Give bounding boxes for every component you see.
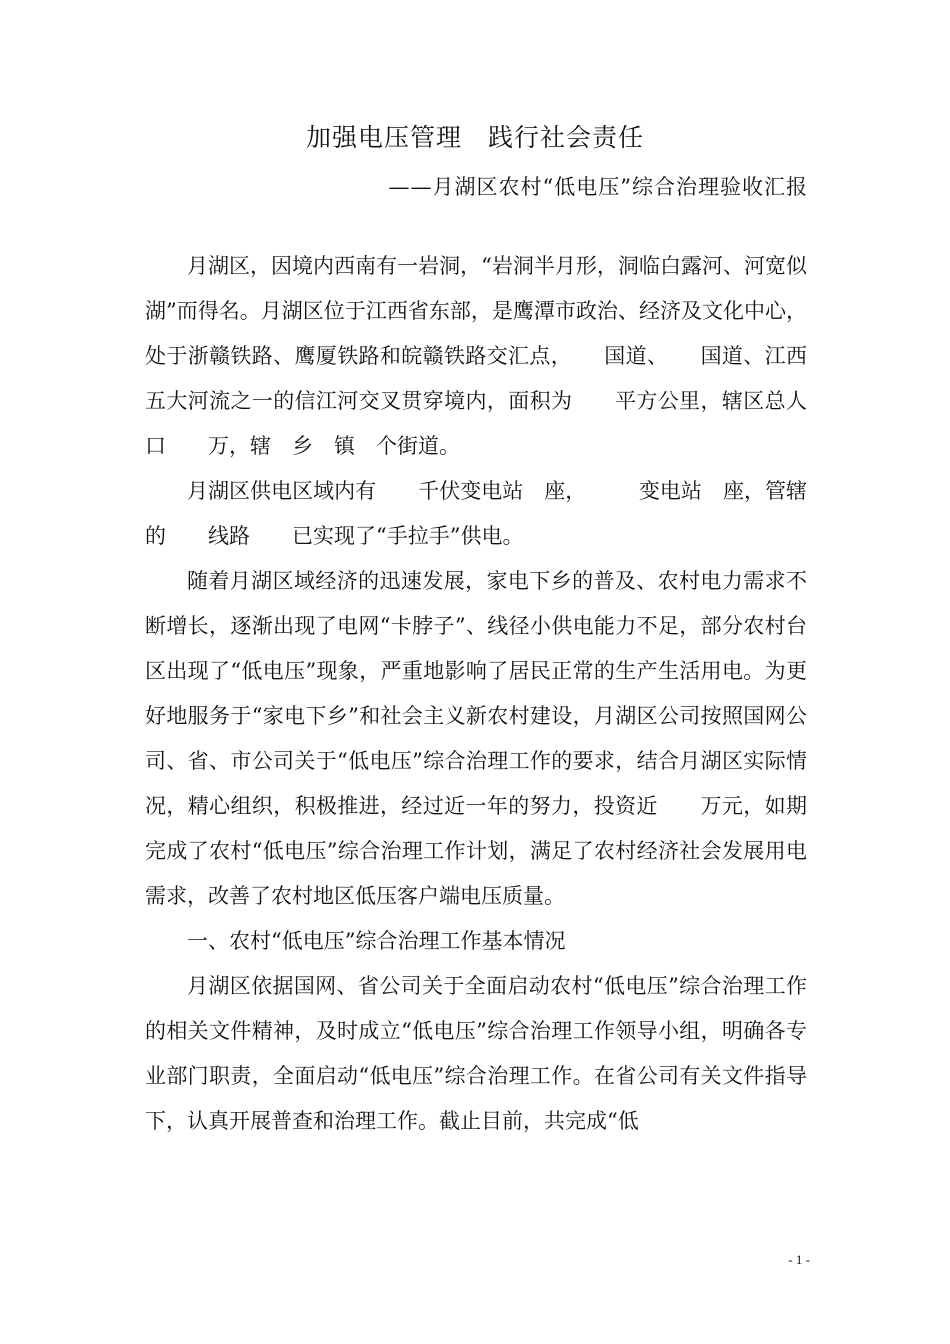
paragraph-section-1: 月湖区依据国网、省公司关于全面启动农村“低电压”综合治理工作的相关文件精神，及时成立“低电压”综合治理工作领导小组，明确各专业部门职责，全面启动“低电压”综合治理工作。在省公司有关文件指导下，认真开展普查和治理工作。截止目前，共完成“低 xyxy=(145,974,807,1133)
page-number: - 1 - xyxy=(788,1252,810,1267)
paragraph-background: 随着月湖区域经济的迅速发展，家电下乡的普及、农村电力需求不断增长，逐渐出现了电网“卡脖子”、线径小供电能力不足，部分农村台区出现了“低电压”现象，严重地影响了居民正常的生产生活用电。为更好地服务于“家电下乡”和社会主义新农村建设，月湖区公司按照国网公司、省、市公司关于“低电压”综合治理工作的要求，结合月湖区实际情况，精心组织，积极推进，经过近一年的努力，投资近 万元，如期完成了农村“低电压”综合治理工作计划，满足了农村经济社会发展用电需求，改善了农村地区低压客户端电压质量。 xyxy=(145,569,807,908)
paragraph-grid: 月湖区供电区域内有 千伏变电站 座， 变电站 座，管辖的 线路 已实现了“手拉手”供电。 xyxy=(145,479,807,548)
paragraph-intro: 月湖区，因境内西南有一岩洞，“岩洞半月形，洞临白露河、河宽似湖”而得名。月湖区位于江西省东部，是鹰潭市政治、经济及文化中心，处于浙赣铁路、鹰厦铁路和皖赣铁路交汇点， 国道、 国道、江西五大河流之一的信江河交叉贯穿境内，面积为 平方公里，辖区总人口 万，辖 乡 镇 个街道。 xyxy=(145,254,807,458)
document-body xyxy=(145,244,807,1144)
section-heading-1: 一、农村“低电压”综合治理工作基本情况 xyxy=(187,929,566,953)
document-subtitle: ——月湖区农村“低电压”综合治理验收汇报 xyxy=(388,175,808,199)
document-title: 加强电压管理 践行社会责任 xyxy=(305,123,644,152)
